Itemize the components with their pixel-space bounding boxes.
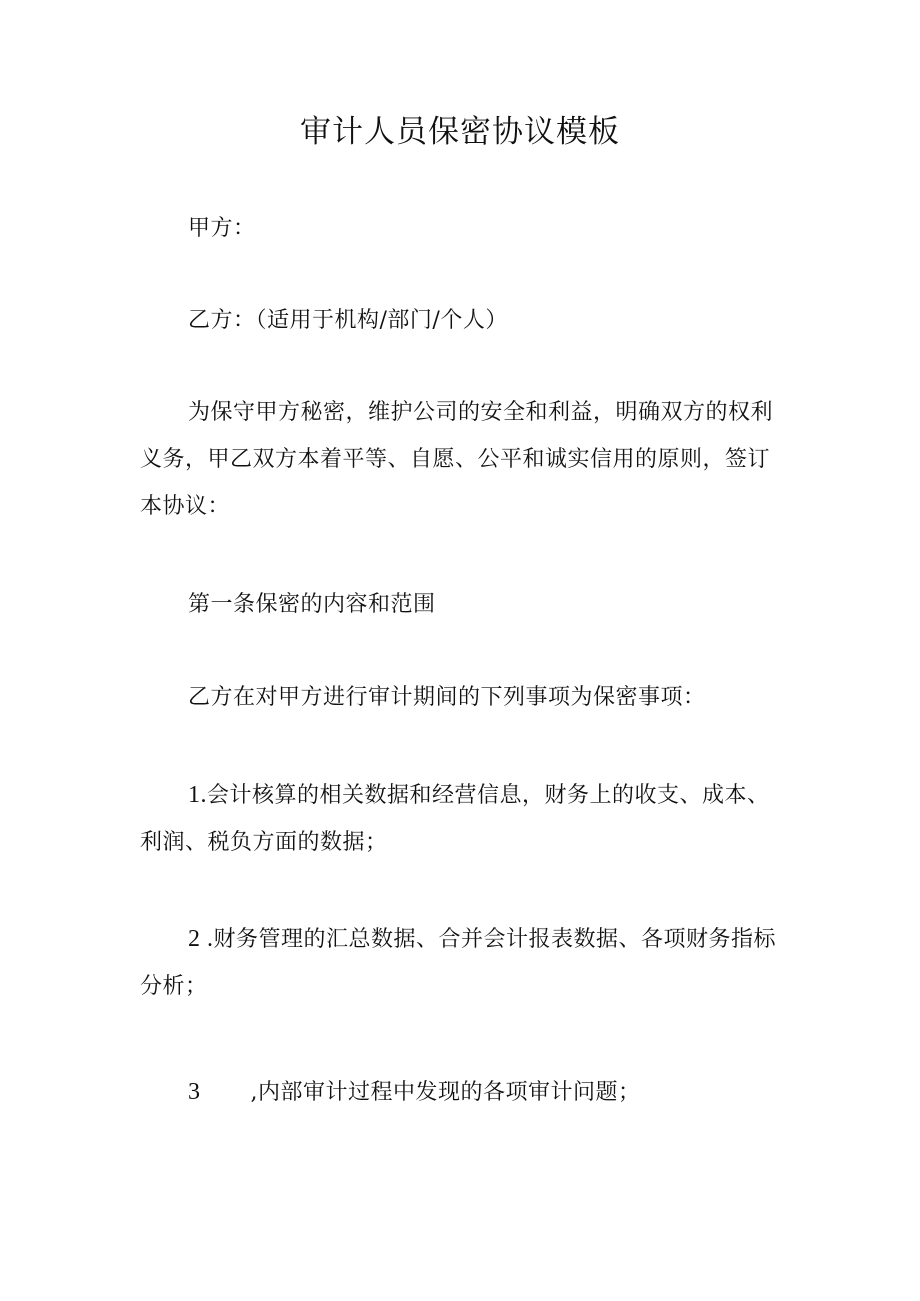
item-number: 3 [188,1079,201,1105]
item-number: 2 . [188,926,214,952]
list-item [140,916,790,1010]
document-title: 审计人员保密协议模板 [300,114,620,150]
scope-statement: 乙方在对甲方进行审计期间的下列事项为保密事项： [188,685,706,710]
item-text: 财务管理的汇总数据、合并会计报表数据、各项财务指标分析； [140,927,777,999]
list-item [140,772,790,866]
party-b-line: 乙方：（适用于机构/部门/个人） [188,308,508,333]
item-text: ,内部审计过程中发现的各项审计问题； [250,1080,641,1105]
party-a-line: 甲方： [188,216,256,241]
list-item [140,1069,790,1116]
intro-paragraph: 为保守甲方秘密，维护公司的安全和利益，明确双方的权利义务，甲乙双方本着平等、自愿、公平和诚实信用的原则，签订本协议： [140,400,774,519]
item-number: 1. [188,782,207,808]
item-text: 会计核算的相关数据和经营信息，财务上的收支、成本、利润、税负方面的数据； [140,783,770,855]
article-1-heading: 第一条保密的内容和范围 [188,592,436,617]
